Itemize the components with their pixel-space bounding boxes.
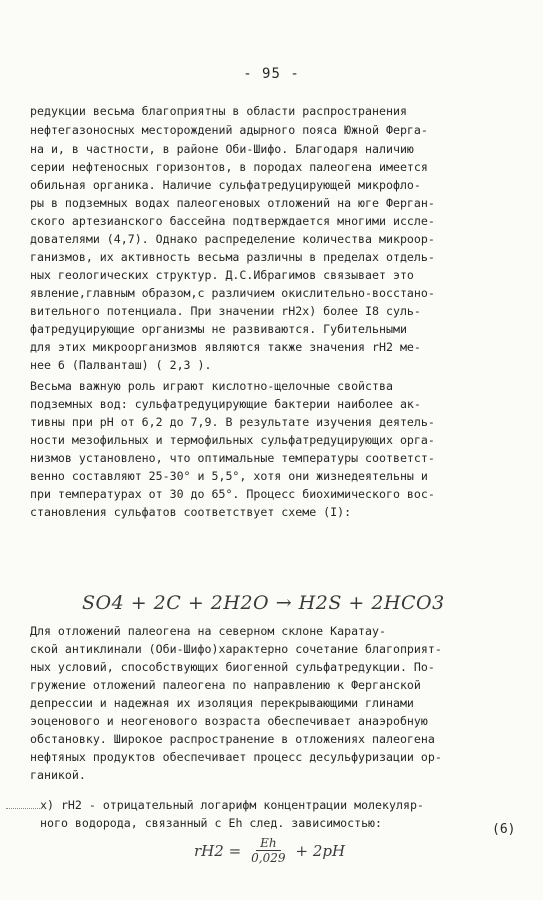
fraction-denominator: 0,029 [251,851,286,865]
text-line: ганизмов, их активность весьма различны в пределах отдель- [30,250,435,264]
text-line: x) rH2 - отрицательный логарифм концентрации молекуляр- [40,798,424,812]
text-line: нефтегазоносных месторождений адырного пояса Южной Ферга- [30,123,428,137]
text-line: гружение отложений палеогена по направлению к Ферганской [30,678,421,692]
text-line: при температурах от 30 до 65°. Процесс биохимического вос- [30,487,435,501]
rh2-rhs: + 2pH [295,841,346,860]
text-line: Для отложений палеогена на северном склоне Каратау- [30,624,386,638]
text-line: тивны при pH от 6,2 до 7,9. В результате изучения деятель- [30,415,435,429]
text-line: ганикой. [30,768,86,782]
eh-fraction [247,836,289,865]
text-line: серии нефтеносных горизонтов, в породах палеогена имеется [30,160,428,174]
equation-number: (6) [492,822,516,837]
text-line: нее 6 (Палванташ) ( 2,3 ). [30,358,212,372]
text-line: дователями (4,7). Однако распределение количества микроор- [30,232,435,246]
text-line: ности мезофильных и термофильных сульфатредуцирующих орга- [30,433,435,447]
equation-arrow: → [275,592,293,614]
text-line: ного водорода, связанный с Eh след. зависимостью: [40,816,383,830]
text-line: обильная органика. Наличие сульфатредуцирующей микрофло- [30,178,421,192]
equation-reactants: SO4 + 2C + 2H2O [82,592,270,614]
text-line: обстановку. Широкое распространение в отложениях палеогена [30,732,435,746]
text-line: ных условий, способствующих биогенной сульфатредукции. По- [30,660,435,674]
text-line: фатредуцирующие организмы не развиваются. Губительными [30,322,407,336]
text-line: ных геологических структур. Д.С.Ибрагимов связывает это [30,268,414,282]
sulfate-reduction-equation [82,592,445,614]
text-line: нефтяных продуктов обеспечивает процесс десульфуризации ор- [30,750,442,764]
text-line: вительного потенциала. При значении rH2x) более I8 суль- [30,304,421,318]
text-line: на и, в частности, в районе Оби-Шифо. Благодаря наличию [30,142,414,156]
page-number: - 95 - [243,66,300,82]
text-line: эоценового и неогенового возраста обеспечивает анаэробную [30,714,428,728]
margin-smudge [6,800,42,809]
text-line: ры в подземных водах палеогеновых отложений на юге Ферган- [30,196,435,210]
fraction-numerator: Eh [256,836,281,851]
text-line: подземных вод: сульфатредуцирующие бактерии наиболее ак- [30,397,421,411]
text-line: низмов установлено, что оптимальные температуры соответст- [30,451,435,465]
rh2-equation [194,836,345,865]
rh2-lhs: rH2 = [194,841,242,860]
equation-products: H2S + 2HCO3 [298,592,445,614]
text-line: редукции весьма благоприятны в области распространения [30,104,407,118]
text-line: становления сульфатов соответствует схеме (I): [30,505,352,519]
text-line: ского артезианского бассейна подтверждается многими иссле- [30,214,435,228]
text-line: для этих микроорганизмов являются также значения rH2 ме- [30,340,421,354]
text-line: Весьма важную роль играют кислотно-щелочные свойства [30,379,393,393]
text-line: венно составляют 25-30° и 5,5°, хотя они жизнедеятельны и [30,469,428,483]
text-line: явление,главным образом,с различием окислительно-восстано- [30,286,435,300]
text-line: депрессии и надежная их изоляция перекрывающими глинами [30,696,414,710]
text-line: ской антиклинали (Оби-Шифо)характерно сочетание благоприят- [30,642,442,656]
